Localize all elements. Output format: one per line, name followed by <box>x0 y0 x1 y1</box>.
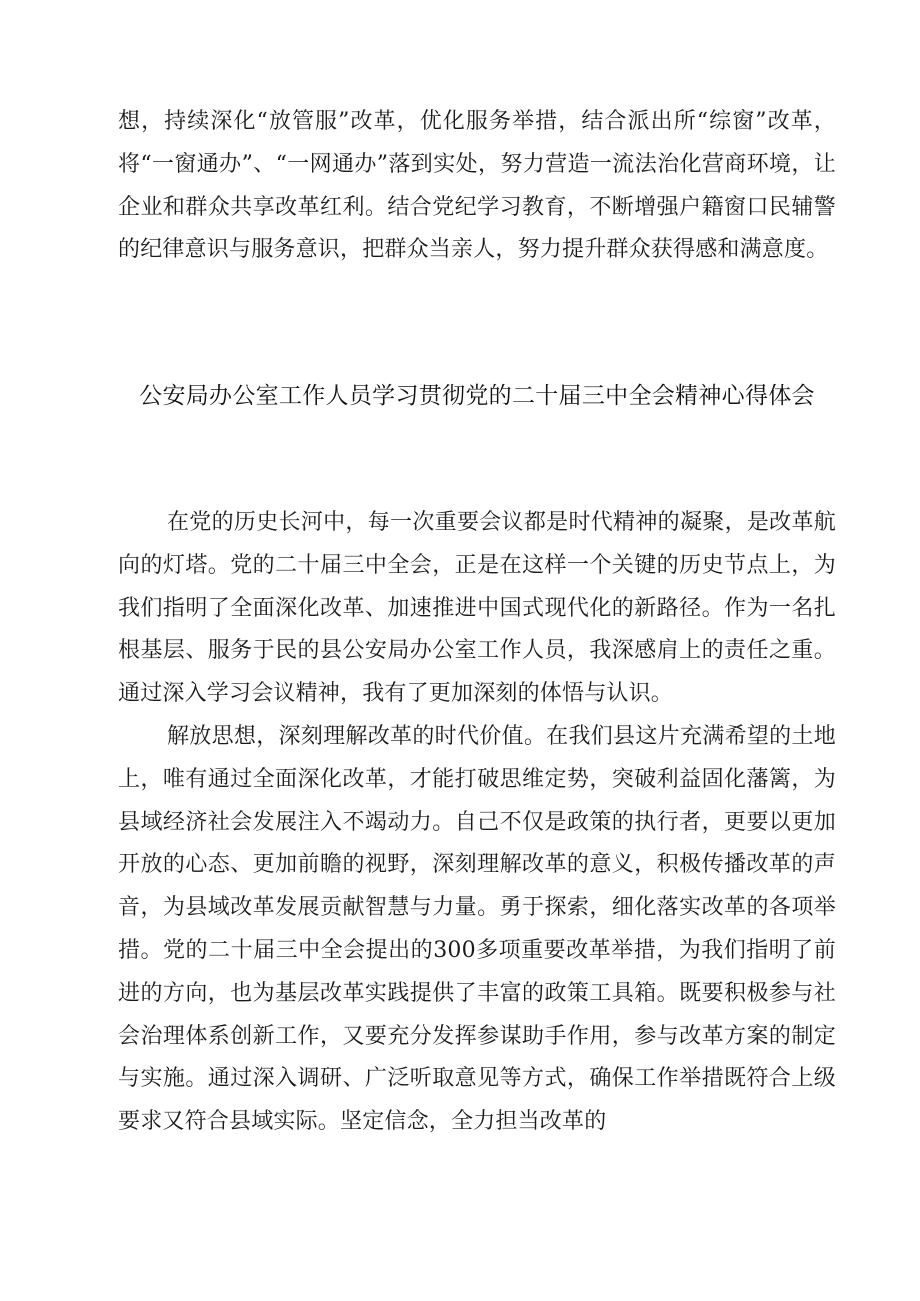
body-paragraph: 在党的历史长河中，每一次重要会议都是时代精神的凝聚，是改革航向的灯塔。党的二十届三中全会，正是在这样一个关键的历史节点上，为我们指明了全面深化改革、加速推进中国式现代化的新路径。作为一名扎根基层、服务于民的县公安局办公室工作人员，我深感肩上的责任之重。通过深入学习会议精神，我有了更加深刻的体悟与认识。 <box>118 510 836 707</box>
article-title: 公安局办公室工作人员学习贯彻党的二十届三中全会精神心得体会 <box>139 383 815 409</box>
continuation-paragraph: 想，持续深化“放管服”改革，优化服务举措，结合派出所“综窗”改革，将“一窗通办”、“一网通办”落到实处，努力营造一流法治化营商环境，让企业和群众共享改革红利。结合党纪学习教育，不断增强户籍窗口民辅警的纪律意识与服务意识，把群众当亲人，努力提升群众获得感和满意度。 <box>118 109 836 263</box>
body-paragraph: 解放思想，深刻理解改革的时代价值。在我们县这片充满希望的土地上，唯有通过全面深化改革，才能打破思维定势，突破利益固化藩篱，为县域经济社会发展注入不竭动力。自己不仅是政策的执行者，更要以更加开放的心态、更加前瞻的视野，深刻理解改革的意义，积极传播改革的声音，为县域改革发展贡献智慧与力量。勇于探索，细化落实改革的各项举措。党的二十届三中全会提出的300多项重要改革举措，为我们指明了前进的方向，也为基层改革实践提供了丰富的政策工具箱。既要积极参与社会治理体系创新工作，又要充分发挥参谋助手作用，参与改革方案的制定与实施。通过深入调研、广泛听取意见等方式，确保工作举措既符合上级要求又符合县域实际。坚定信念，全力担当改革的 <box>118 724 836 1135</box>
